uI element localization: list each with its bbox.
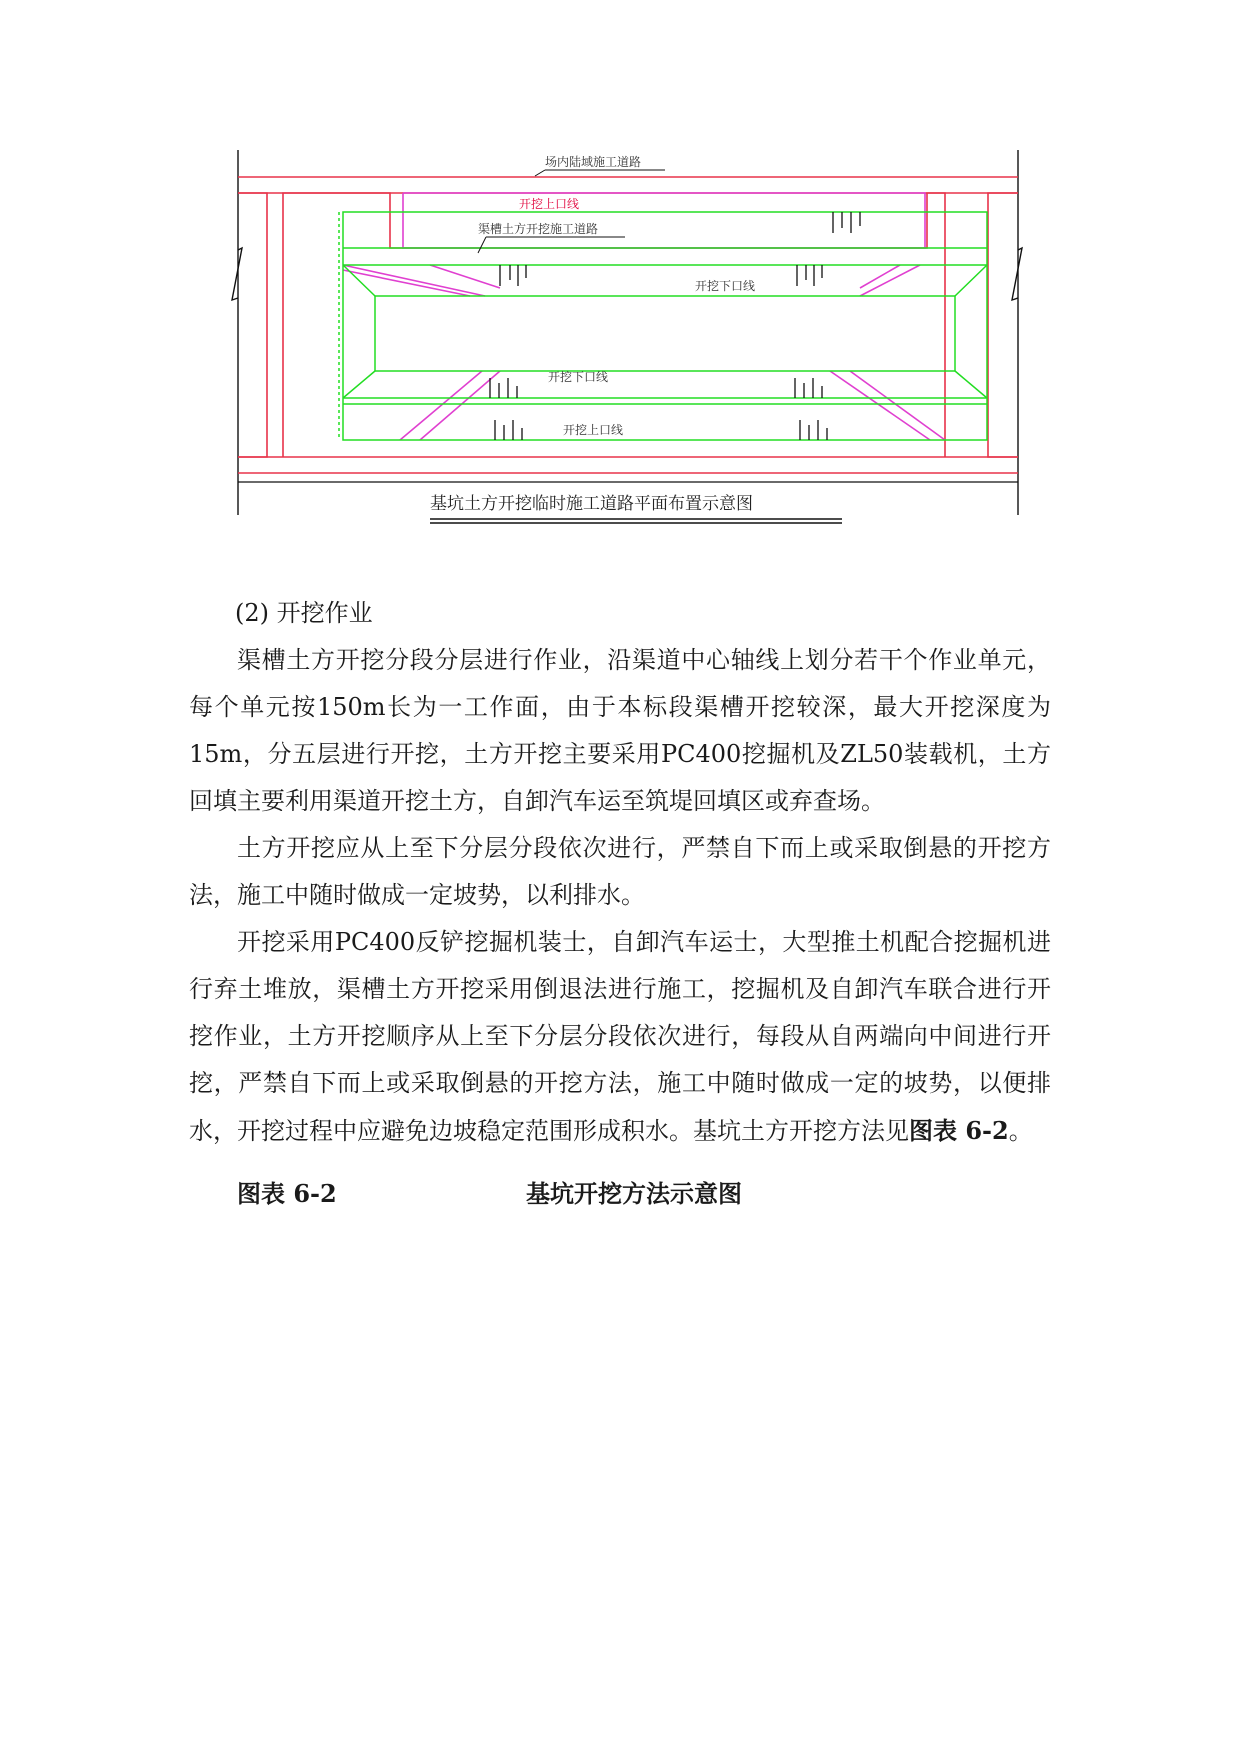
figure-number: 图表 6-2 <box>237 1179 337 1208</box>
upper-line-label-red: 开挖上口线 <box>519 197 580 211</box>
construction-road-layout-diagram <box>0 0 1241 560</box>
site-road-red <box>238 177 1018 473</box>
section-heading: (2) 开挖作业 <box>235 599 373 627</box>
road-label: 场内陆域施工道路 <box>545 155 642 169</box>
paragraph-1: 渠槽土方开挖分段分层进行作业，沿渠道中心轴线上划分若干个作业单元，每个单元按150m长为一工作面，由于本标段渠槽开挖较深，最大开挖深度为15m，分五层进行开挖，土方开挖主要采用PC400挖掘机及ZL50装载机，土方回填主要利用渠道开挖土方，自卸汽车运至筑堤回填区或弃查场。 <box>189 646 1051 815</box>
diagram-caption-text: 基坑土方开挖临时施工道路平面布置示意图 <box>430 494 753 514</box>
paragraph-2: 土方开挖应从上至下分层分段依次进行，严禁自下而上或采取倒悬的开挖方法，施工中随时做成一定坡势，以利排水。 <box>189 834 1051 909</box>
channel-road-label: 渠槽土方开挖施工道路 <box>478 222 599 236</box>
paragraph-3-text: 开挖采用PC400反铲挖掘机装士，自卸汽车运士，大型推土机配合挖掘机进行弃土堆放，渠槽土方开挖采用倒退法进行施工，挖掘机及自卸汽车联合进行开挖作业，土方开挖顺序从上至下分层分段依次进行，每段从自两端向中间进行开挖，严禁自下而上或采取倒悬的开挖方法，施工中随时做成一定的坡势，以便排水，开挖过程中应避免边坡稳定范围形成积水。基坑土方开挖方法见 <box>189 928 1051 1145</box>
lower-line-label-2: 开挖下口线 <box>548 370 609 384</box>
lower-line-label-1: 开挖下口线 <box>695 279 756 293</box>
ramp-lines-magenta <box>343 193 945 440</box>
paragraph-3 <box>189 919 1051 1155</box>
slope-marks <box>490 212 860 440</box>
upper-line-label-2: 开挖上口线 <box>563 423 624 437</box>
pit-outline-green <box>339 212 987 440</box>
site-boundary-lines <box>232 150 1022 515</box>
paragraph-3-end: 。 <box>1008 1117 1033 1145</box>
diagram-caption <box>238 482 1018 523</box>
body-text <box>189 637 1051 1155</box>
figure-title: 基坑开挖方法示意图 <box>526 1179 742 1208</box>
figure-reference: 图表 6-2 <box>909 1116 1009 1145</box>
